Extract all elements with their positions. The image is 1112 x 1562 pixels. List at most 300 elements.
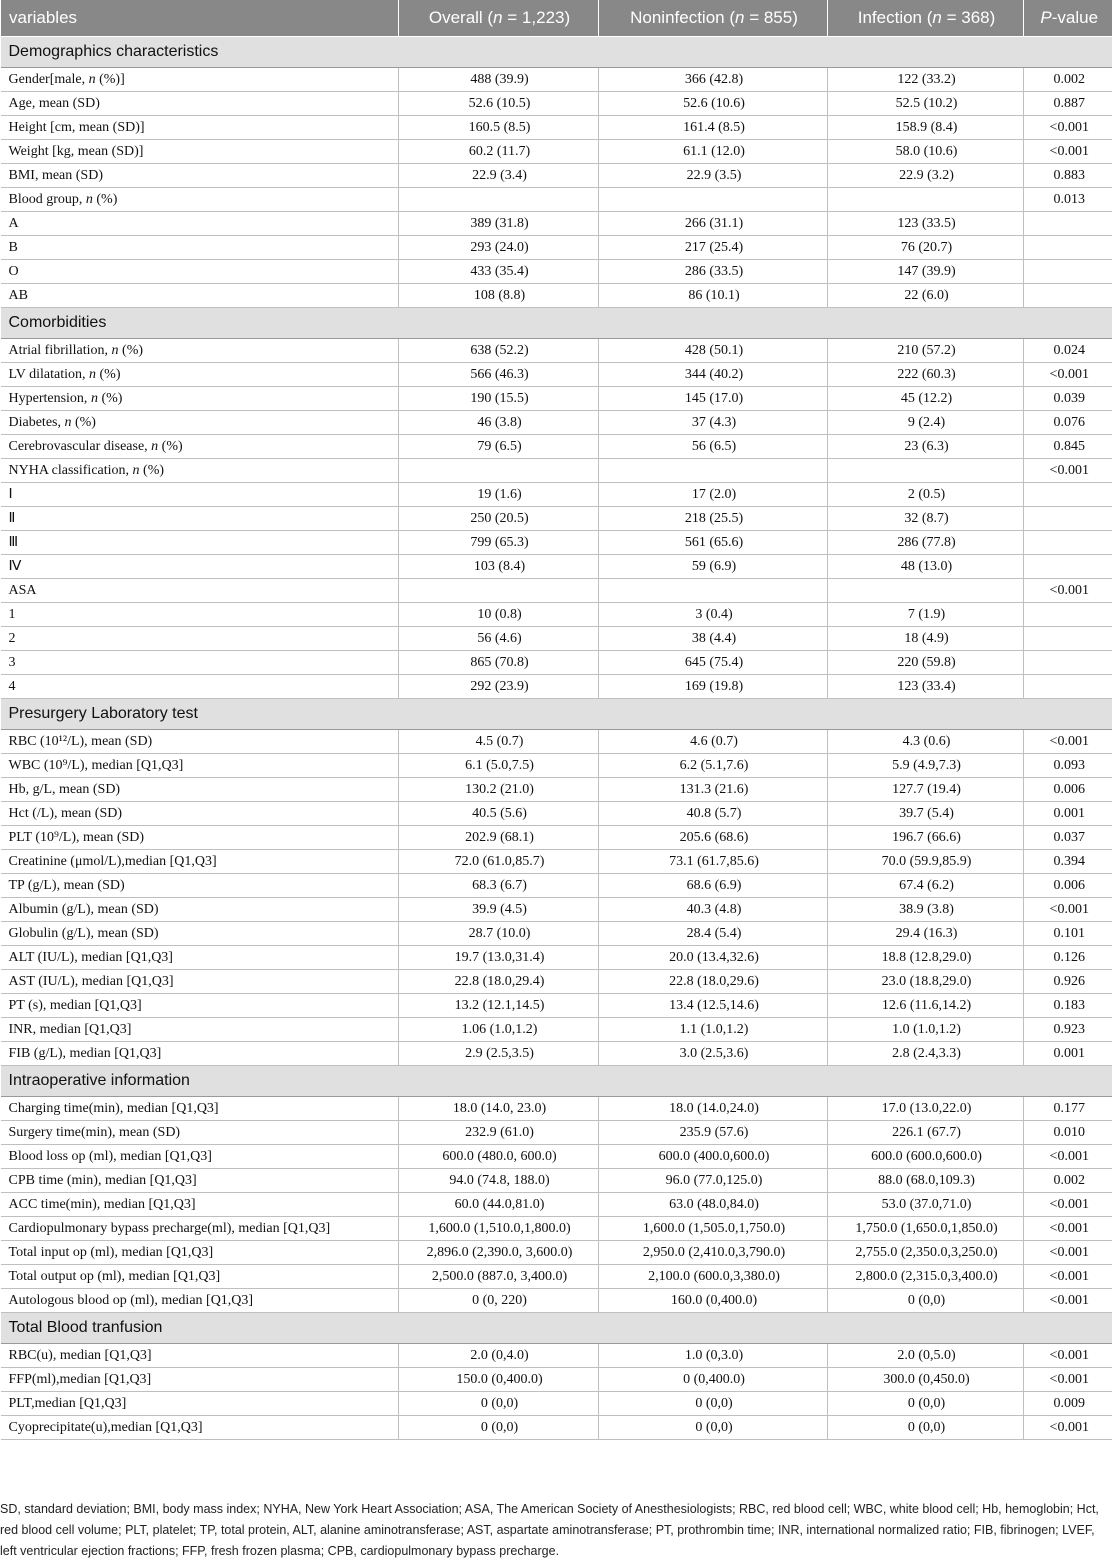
cell-infection: 52.5 (10.2) bbox=[828, 92, 1024, 116]
header-pvalue: P-value bbox=[1024, 0, 1112, 37]
table-row bbox=[1, 898, 1112, 922]
cell-pvalue bbox=[1024, 651, 1112, 675]
cell-noninfection: 145 (17.0) bbox=[599, 387, 828, 411]
cell-infection: 222 (60.3) bbox=[828, 363, 1024, 387]
cell-infection: 2 (0.5) bbox=[828, 483, 1024, 507]
cell-noninfection: 52.6 (10.6) bbox=[599, 92, 828, 116]
section-title: Presurgery Laboratory test bbox=[1, 699, 1112, 730]
cell-variable: Surgery time(min), mean (SD) bbox=[1, 1121, 399, 1145]
table-row bbox=[1, 1217, 1112, 1241]
header-infection: Infection (n = 368) bbox=[828, 0, 1024, 37]
cell-variable: CPB time (min), median [Q1,Q3] bbox=[1, 1169, 399, 1193]
cell-overall: 638 (52.2) bbox=[399, 339, 599, 363]
table-row bbox=[1, 1193, 1112, 1217]
table-row bbox=[1, 339, 1112, 363]
table-row bbox=[1, 970, 1112, 994]
section-header-row bbox=[1, 699, 1112, 730]
cell-infection bbox=[828, 188, 1024, 212]
table-row bbox=[1, 164, 1112, 188]
cell-pvalue bbox=[1024, 531, 1112, 555]
cell-pvalue: <0.001 bbox=[1024, 116, 1112, 140]
cell-overall: 488 (39.9) bbox=[399, 68, 599, 92]
cell-infection: 67.4 (6.2) bbox=[828, 874, 1024, 898]
cell-variable: O bbox=[1, 260, 399, 284]
cell-noninfection: 17 (2.0) bbox=[599, 483, 828, 507]
cell-infection: 45 (12.2) bbox=[828, 387, 1024, 411]
cell-infection: 226.1 (67.7) bbox=[828, 1121, 1024, 1145]
cell-noninfection: 286 (33.5) bbox=[599, 260, 828, 284]
table-row bbox=[1, 1289, 1112, 1313]
section-title: Intraoperative information bbox=[1, 1066, 1112, 1097]
section-header-row bbox=[1, 308, 1112, 339]
cell-noninfection: 2,950.0 (2,410.0,3,790.0) bbox=[599, 1241, 828, 1265]
cell-infection: 123 (33.4) bbox=[828, 675, 1024, 699]
cell-variable: Globulin (g/L), mean (SD) bbox=[1, 922, 399, 946]
table-row bbox=[1, 1145, 1112, 1169]
cell-variable: PLT,median [Q1,Q3] bbox=[1, 1392, 399, 1416]
cell-variable: Atrial fibrillation, n (%) bbox=[1, 339, 399, 363]
cell-pvalue: 0.002 bbox=[1024, 1169, 1112, 1193]
cell-infection: 2.0 (0,5.0) bbox=[828, 1344, 1024, 1368]
cell-variable: Total input op (ml), median [Q1,Q3] bbox=[1, 1241, 399, 1265]
cell-noninfection: 4.6 (0.7) bbox=[599, 730, 828, 754]
table-row bbox=[1, 555, 1112, 579]
cell-variable: Gender[male, n (%)] bbox=[1, 68, 399, 92]
cell-pvalue: <0.001 bbox=[1024, 579, 1112, 603]
cell-noninfection: 1,600.0 (1,505.0,1,750.0) bbox=[599, 1217, 828, 1241]
cell-overall: 2.9 (2.5,3.5) bbox=[399, 1042, 599, 1066]
cell-pvalue: 0.076 bbox=[1024, 411, 1112, 435]
cell-infection: 0 (0,0) bbox=[828, 1416, 1024, 1440]
cell-variable: NYHA classification, n (%) bbox=[1, 459, 399, 483]
cell-pvalue: <0.001 bbox=[1024, 1289, 1112, 1313]
cell-pvalue bbox=[1024, 284, 1112, 308]
table-body bbox=[1, 37, 1112, 1440]
table-row bbox=[1, 1416, 1112, 1440]
cell-infection: 32 (8.7) bbox=[828, 507, 1024, 531]
cell-pvalue: <0.001 bbox=[1024, 1193, 1112, 1217]
cell-noninfection bbox=[599, 188, 828, 212]
cell-overall: 1,600.0 (1,510.0,1,800.0) bbox=[399, 1217, 599, 1241]
cell-variable: WBC (10⁹/L), median [Q1,Q3] bbox=[1, 754, 399, 778]
cell-pvalue bbox=[1024, 627, 1112, 651]
cell-pvalue: 0.883 bbox=[1024, 164, 1112, 188]
cell-variable: Cerebrovascular disease, n (%) bbox=[1, 435, 399, 459]
cell-variable: FFP(ml),median [Q1,Q3] bbox=[1, 1368, 399, 1392]
cell-overall: 40.5 (5.6) bbox=[399, 802, 599, 826]
cell-variable: Ⅱ bbox=[1, 507, 399, 531]
cell-pvalue: 0.845 bbox=[1024, 435, 1112, 459]
cell-infection: 210 (57.2) bbox=[828, 339, 1024, 363]
cell-pvalue bbox=[1024, 507, 1112, 531]
cell-overall: 60.2 (11.7) bbox=[399, 140, 599, 164]
cell-infection: 22 (6.0) bbox=[828, 284, 1024, 308]
cell-pvalue: 0.923 bbox=[1024, 1018, 1112, 1042]
cell-overall: 865 (70.8) bbox=[399, 651, 599, 675]
cell-infection: 53.0 (37.0,71.0) bbox=[828, 1193, 1024, 1217]
cell-variable: 4 bbox=[1, 675, 399, 699]
cell-variable: Albumin (g/L), mean (SD) bbox=[1, 898, 399, 922]
table-footnote: SD, standard deviation; BMI, body mass index; NYHA, New York Heart Association; ASA, The American Society of Anesthesiologists; RBC, red blood cell; WBC, white blood cell; Hb, hemoglobin; Hct, red blood cell volume; PLT, platelet; TP, total protein, ALT, alanine aminotransferase; AST, aspartate aminotransferase; PT, prothrombin time; INR, international normalized ratio; FIB, fibrinogen; LVEF, left ventricular ejection fractions; FFP, fresh frozen plasma; CPB, cardiopulmonary bypass precharge. bbox=[0, 1499, 1110, 1562]
cell-overall: 0 (0, 220) bbox=[399, 1289, 599, 1313]
cell-infection: 147 (39.9) bbox=[828, 260, 1024, 284]
cell-variable: RBC(u), median [Q1,Q3] bbox=[1, 1344, 399, 1368]
cell-noninfection: 22.8 (18.0,29.6) bbox=[599, 970, 828, 994]
cell-pvalue: <0.001 bbox=[1024, 1416, 1112, 1440]
cell-infection: 12.6 (11.6,14.2) bbox=[828, 994, 1024, 1018]
table-row bbox=[1, 651, 1112, 675]
cell-infection: 70.0 (59.9,85.9) bbox=[828, 850, 1024, 874]
cell-overall: 130.2 (21.0) bbox=[399, 778, 599, 802]
cell-infection: 122 (33.2) bbox=[828, 68, 1024, 92]
cell-infection: 18.8 (12.8,29.0) bbox=[828, 946, 1024, 970]
cell-overall: 2,896.0 (2,390.0, 3,600.0) bbox=[399, 1241, 599, 1265]
cell-noninfection: 0 (0,0) bbox=[599, 1392, 828, 1416]
cell-pvalue: 0.024 bbox=[1024, 339, 1112, 363]
cell-variable: B bbox=[1, 236, 399, 260]
cell-pvalue: 0.001 bbox=[1024, 802, 1112, 826]
cell-variable: AST (IU/L), median [Q1,Q3] bbox=[1, 970, 399, 994]
cell-noninfection: 266 (31.1) bbox=[599, 212, 828, 236]
cell-noninfection bbox=[599, 459, 828, 483]
cell-overall: 190 (15.5) bbox=[399, 387, 599, 411]
table-row bbox=[1, 188, 1112, 212]
cell-overall bbox=[399, 459, 599, 483]
cell-noninfection: 0 (0,400.0) bbox=[599, 1368, 828, 1392]
cell-variable: 1 bbox=[1, 603, 399, 627]
cell-pvalue: <0.001 bbox=[1024, 1145, 1112, 1169]
cell-noninfection: 218 (25.5) bbox=[599, 507, 828, 531]
cell-overall: 10 (0.8) bbox=[399, 603, 599, 627]
cell-infection: 2,800.0 (2,315.0,3,400.0) bbox=[828, 1265, 1024, 1289]
cell-overall: 60.0 (44.0,81.0) bbox=[399, 1193, 599, 1217]
cell-noninfection: 22.9 (3.5) bbox=[599, 164, 828, 188]
cell-variable: RBC (10¹²/L), mean (SD) bbox=[1, 730, 399, 754]
cell-pvalue: 0.001 bbox=[1024, 1042, 1112, 1066]
cell-pvalue bbox=[1024, 212, 1112, 236]
cell-noninfection: 56 (6.5) bbox=[599, 435, 828, 459]
section-title: Demographics characteristics bbox=[1, 37, 1112, 68]
cell-overall: 4.5 (0.7) bbox=[399, 730, 599, 754]
cell-overall: 232.9 (61.0) bbox=[399, 1121, 599, 1145]
cell-overall: 79 (6.5) bbox=[399, 435, 599, 459]
cell-variable: ACC time(min), median [Q1,Q3] bbox=[1, 1193, 399, 1217]
table-row bbox=[1, 802, 1112, 826]
cell-noninfection: 160.0 (0,400.0) bbox=[599, 1289, 828, 1313]
cell-noninfection: 217 (25.4) bbox=[599, 236, 828, 260]
cell-pvalue: <0.001 bbox=[1024, 1368, 1112, 1392]
cell-variable: Ⅰ bbox=[1, 483, 399, 507]
cell-variable: Ⅲ bbox=[1, 531, 399, 555]
cell-infection: 9 (2.4) bbox=[828, 411, 1024, 435]
cell-noninfection: 3 (0.4) bbox=[599, 603, 828, 627]
cell-infection: 0 (0,0) bbox=[828, 1392, 1024, 1416]
cell-noninfection: 28.4 (5.4) bbox=[599, 922, 828, 946]
cell-overall: 2,500.0 (887.0, 3,400.0) bbox=[399, 1265, 599, 1289]
cell-pvalue: <0.001 bbox=[1024, 1344, 1112, 1368]
cell-variable: Total output op (ml), median [Q1,Q3] bbox=[1, 1265, 399, 1289]
table-row bbox=[1, 260, 1112, 284]
cell-infection: 2,755.0 (2,350.0,3,250.0) bbox=[828, 1241, 1024, 1265]
cell-infection: 29.4 (16.3) bbox=[828, 922, 1024, 946]
cell-overall: 202.9 (68.1) bbox=[399, 826, 599, 850]
cell-variable: Cyoprecipitate(u),median [Q1,Q3] bbox=[1, 1416, 399, 1440]
cell-infection: 286 (77.8) bbox=[828, 531, 1024, 555]
cell-variable: Age, mean (SD) bbox=[1, 92, 399, 116]
cell-noninfection: 131.3 (21.6) bbox=[599, 778, 828, 802]
cell-infection: 18 (4.9) bbox=[828, 627, 1024, 651]
cell-pvalue: 0.177 bbox=[1024, 1097, 1112, 1121]
cell-infection: 39.7 (5.4) bbox=[828, 802, 1024, 826]
cell-pvalue: 0.183 bbox=[1024, 994, 1112, 1018]
cell-noninfection: 1.0 (0,3.0) bbox=[599, 1344, 828, 1368]
table-row bbox=[1, 387, 1112, 411]
cell-noninfection: 96.0 (77.0,125.0) bbox=[599, 1169, 828, 1193]
cell-overall: 52.6 (10.5) bbox=[399, 92, 599, 116]
cell-pvalue: <0.001 bbox=[1024, 1241, 1112, 1265]
cell-variable: 2 bbox=[1, 627, 399, 651]
cell-variable: Ⅳ bbox=[1, 555, 399, 579]
cell-noninfection: 6.2 (5.1,7.6) bbox=[599, 754, 828, 778]
table-row bbox=[1, 1097, 1112, 1121]
cell-pvalue: 0.037 bbox=[1024, 826, 1112, 850]
cell-infection: 17.0 (13.0,22.0) bbox=[828, 1097, 1024, 1121]
cell-overall: 22.8 (18.0,29.4) bbox=[399, 970, 599, 994]
cell-noninfection: 61.1 (12.0) bbox=[599, 140, 828, 164]
cell-variable: AB bbox=[1, 284, 399, 308]
cell-noninfection: 600.0 (400.0,600.0) bbox=[599, 1145, 828, 1169]
cell-overall: 2.0 (0,4.0) bbox=[399, 1344, 599, 1368]
table-row bbox=[1, 675, 1112, 699]
cell-pvalue: 0.006 bbox=[1024, 778, 1112, 802]
cell-infection: 7 (1.9) bbox=[828, 603, 1024, 627]
table-row bbox=[1, 507, 1112, 531]
cell-noninfection: 205.6 (68.6) bbox=[599, 826, 828, 850]
cell-infection: 127.7 (19.4) bbox=[828, 778, 1024, 802]
table-row bbox=[1, 1018, 1112, 1042]
cell-noninfection: 68.6 (6.9) bbox=[599, 874, 828, 898]
cell-noninfection: 561 (65.6) bbox=[599, 531, 828, 555]
cell-overall: 0 (0,0) bbox=[399, 1392, 599, 1416]
cell-infection: 196.7 (66.6) bbox=[828, 826, 1024, 850]
table-row bbox=[1, 850, 1112, 874]
cell-infection: 0 (0,0) bbox=[828, 1289, 1024, 1313]
table-row bbox=[1, 994, 1112, 1018]
header-variables: variables bbox=[1, 0, 399, 37]
cell-noninfection: 1.1 (1.0,1.2) bbox=[599, 1018, 828, 1042]
table-row bbox=[1, 68, 1112, 92]
cell-overall: 19.7 (13.0,31.4) bbox=[399, 946, 599, 970]
table-row bbox=[1, 411, 1112, 435]
table-row bbox=[1, 1121, 1112, 1145]
cell-overall: 68.3 (6.7) bbox=[399, 874, 599, 898]
cell-pvalue: 0.101 bbox=[1024, 922, 1112, 946]
cell-variable: LV dilatation, n (%) bbox=[1, 363, 399, 387]
cell-pvalue bbox=[1024, 555, 1112, 579]
cell-variable: A bbox=[1, 212, 399, 236]
header-noninfection: Noninfection (n = 855) bbox=[599, 0, 828, 37]
cell-overall: 160.5 (8.5) bbox=[399, 116, 599, 140]
table-row bbox=[1, 1344, 1112, 1368]
table-row bbox=[1, 627, 1112, 651]
table-row bbox=[1, 730, 1112, 754]
table-row bbox=[1, 236, 1112, 260]
cell-infection: 23.0 (18.8,29.0) bbox=[828, 970, 1024, 994]
cell-variable: INR, median [Q1,Q3] bbox=[1, 1018, 399, 1042]
cell-infection: 22.9 (3.2) bbox=[828, 164, 1024, 188]
cell-pvalue: <0.001 bbox=[1024, 898, 1112, 922]
cell-pvalue: 0.002 bbox=[1024, 68, 1112, 92]
cell-overall: 433 (35.4) bbox=[399, 260, 599, 284]
cell-variable: Creatinine (μmol/L),median [Q1,Q3] bbox=[1, 850, 399, 874]
cell-overall: 39.9 (4.5) bbox=[399, 898, 599, 922]
cell-pvalue bbox=[1024, 260, 1112, 284]
table-row bbox=[1, 1392, 1112, 1416]
cell-overall bbox=[399, 188, 599, 212]
cell-noninfection: 63.0 (48.0,84.0) bbox=[599, 1193, 828, 1217]
cell-variable: PLT (10⁹/L), mean (SD) bbox=[1, 826, 399, 850]
cell-overall: 600.0 (480.0, 600.0) bbox=[399, 1145, 599, 1169]
cell-infection bbox=[828, 579, 1024, 603]
table-row bbox=[1, 435, 1112, 459]
cell-infection: 1,750.0 (1,650.0,1,850.0) bbox=[828, 1217, 1024, 1241]
section-header-row bbox=[1, 1066, 1112, 1097]
cell-noninfection: 428 (50.1) bbox=[599, 339, 828, 363]
cell-noninfection: 169 (19.8) bbox=[599, 675, 828, 699]
cell-overall bbox=[399, 579, 599, 603]
cell-variable: Hb, g/L, mean (SD) bbox=[1, 778, 399, 802]
cell-variable: Height [cm, mean (SD)] bbox=[1, 116, 399, 140]
cell-pvalue: <0.001 bbox=[1024, 1217, 1112, 1241]
table-row bbox=[1, 603, 1112, 627]
cell-variable: Charging time(min), median [Q1,Q3] bbox=[1, 1097, 399, 1121]
cell-overall: 389 (31.8) bbox=[399, 212, 599, 236]
cell-variable: Diabetes, n (%) bbox=[1, 411, 399, 435]
cell-infection: 600.0 (600.0,600.0) bbox=[828, 1145, 1024, 1169]
section-header-row bbox=[1, 1313, 1112, 1344]
cell-noninfection: 2,100.0 (600.0,3,380.0) bbox=[599, 1265, 828, 1289]
table-row bbox=[1, 946, 1112, 970]
cell-variable: Hypertension, n (%) bbox=[1, 387, 399, 411]
cell-variable: ASA bbox=[1, 579, 399, 603]
table-row bbox=[1, 483, 1112, 507]
cell-noninfection: 13.4 (12.5,14.6) bbox=[599, 994, 828, 1018]
cell-variable: Hct (/L), mean (SD) bbox=[1, 802, 399, 826]
cell-pvalue bbox=[1024, 603, 1112, 627]
cell-noninfection: 59 (6.9) bbox=[599, 555, 828, 579]
cell-pvalue: 0.926 bbox=[1024, 970, 1112, 994]
cell-pvalue: 0.126 bbox=[1024, 946, 1112, 970]
cell-pvalue: 0.887 bbox=[1024, 92, 1112, 116]
cell-overall: 799 (65.3) bbox=[399, 531, 599, 555]
cell-overall: 22.9 (3.4) bbox=[399, 164, 599, 188]
cell-overall: 56 (4.6) bbox=[399, 627, 599, 651]
table-header-row bbox=[1, 0, 1112, 37]
cell-overall: 28.7 (10.0) bbox=[399, 922, 599, 946]
cell-variable: ALT (IU/L), median [Q1,Q3] bbox=[1, 946, 399, 970]
cell-overall: 103 (8.4) bbox=[399, 555, 599, 579]
table-row bbox=[1, 140, 1112, 164]
cell-pvalue: 0.394 bbox=[1024, 850, 1112, 874]
cell-overall: 6.1 (5.0,7.5) bbox=[399, 754, 599, 778]
table-row bbox=[1, 1265, 1112, 1289]
section-title: Total Blood tranfusion bbox=[1, 1313, 1112, 1344]
cell-overall: 150.0 (0,400.0) bbox=[399, 1368, 599, 1392]
cell-noninfection: 366 (42.8) bbox=[599, 68, 828, 92]
cell-infection: 4.3 (0.6) bbox=[828, 730, 1024, 754]
table-row bbox=[1, 92, 1112, 116]
cell-pvalue bbox=[1024, 236, 1112, 260]
cell-infection: 158.9 (8.4) bbox=[828, 116, 1024, 140]
table-row bbox=[1, 1169, 1112, 1193]
cell-overall: 0 (0,0) bbox=[399, 1416, 599, 1440]
cell-pvalue: 0.039 bbox=[1024, 387, 1112, 411]
cell-overall: 46 (3.8) bbox=[399, 411, 599, 435]
cell-infection: 5.9 (4.9,7.3) bbox=[828, 754, 1024, 778]
cell-infection: 220 (59.8) bbox=[828, 651, 1024, 675]
cell-pvalue bbox=[1024, 675, 1112, 699]
cell-infection: 1.0 (1.0,1.2) bbox=[828, 1018, 1024, 1042]
cell-infection: 2.8 (2.4,3.3) bbox=[828, 1042, 1024, 1066]
cell-noninfection: 0 (0,0) bbox=[599, 1416, 828, 1440]
cell-noninfection: 645 (75.4) bbox=[599, 651, 828, 675]
cell-infection: 88.0 (68.0,109.3) bbox=[828, 1169, 1024, 1193]
cell-infection: 300.0 (0,450.0) bbox=[828, 1368, 1024, 1392]
cell-overall: 1.06 (1.0,1.2) bbox=[399, 1018, 599, 1042]
cell-overall: 293 (24.0) bbox=[399, 236, 599, 260]
table-row bbox=[1, 922, 1112, 946]
table-row bbox=[1, 212, 1112, 236]
table-row bbox=[1, 826, 1112, 850]
cell-variable: Blood loss op (ml), median [Q1,Q3] bbox=[1, 1145, 399, 1169]
cell-overall: 13.2 (12.1,14.5) bbox=[399, 994, 599, 1018]
section-header-row bbox=[1, 37, 1112, 68]
cell-infection: 23 (6.3) bbox=[828, 435, 1024, 459]
cell-variable: BMI, mean (SD) bbox=[1, 164, 399, 188]
cell-noninfection: 40.8 (5.7) bbox=[599, 802, 828, 826]
header-overall: Overall (n = 1,223) bbox=[399, 0, 599, 37]
cell-noninfection: 235.9 (57.6) bbox=[599, 1121, 828, 1145]
cell-infection: 48 (13.0) bbox=[828, 555, 1024, 579]
cell-overall: 566 (46.3) bbox=[399, 363, 599, 387]
cell-overall: 108 (8.8) bbox=[399, 284, 599, 308]
cell-pvalue: 0.009 bbox=[1024, 1392, 1112, 1416]
cell-variable: Weight [kg, mean (SD)] bbox=[1, 140, 399, 164]
cell-pvalue: <0.001 bbox=[1024, 730, 1112, 754]
cell-pvalue: 0.013 bbox=[1024, 188, 1112, 212]
table-row bbox=[1, 459, 1112, 483]
table-row bbox=[1, 1368, 1112, 1392]
cell-overall: 292 (23.9) bbox=[399, 675, 599, 699]
cell-noninfection: 20.0 (13.4,32.6) bbox=[599, 946, 828, 970]
cell-noninfection: 86 (10.1) bbox=[599, 284, 828, 308]
cell-pvalue: 0.093 bbox=[1024, 754, 1112, 778]
cell-infection: 38.9 (3.8) bbox=[828, 898, 1024, 922]
cell-infection: 76 (20.7) bbox=[828, 236, 1024, 260]
cell-noninfection: 37 (4.3) bbox=[599, 411, 828, 435]
table-row bbox=[1, 1042, 1112, 1066]
cell-pvalue: <0.001 bbox=[1024, 363, 1112, 387]
table-row bbox=[1, 284, 1112, 308]
table-row bbox=[1, 1241, 1112, 1265]
cell-pvalue: 0.006 bbox=[1024, 874, 1112, 898]
cell-pvalue bbox=[1024, 483, 1112, 507]
cell-infection: 58.0 (10.6) bbox=[828, 140, 1024, 164]
cell-overall: 94.0 (74.8, 188.0) bbox=[399, 1169, 599, 1193]
table-row bbox=[1, 116, 1112, 140]
cell-variable: FIB (g/L), median [Q1,Q3] bbox=[1, 1042, 399, 1066]
cell-noninfection: 344 (40.2) bbox=[599, 363, 828, 387]
